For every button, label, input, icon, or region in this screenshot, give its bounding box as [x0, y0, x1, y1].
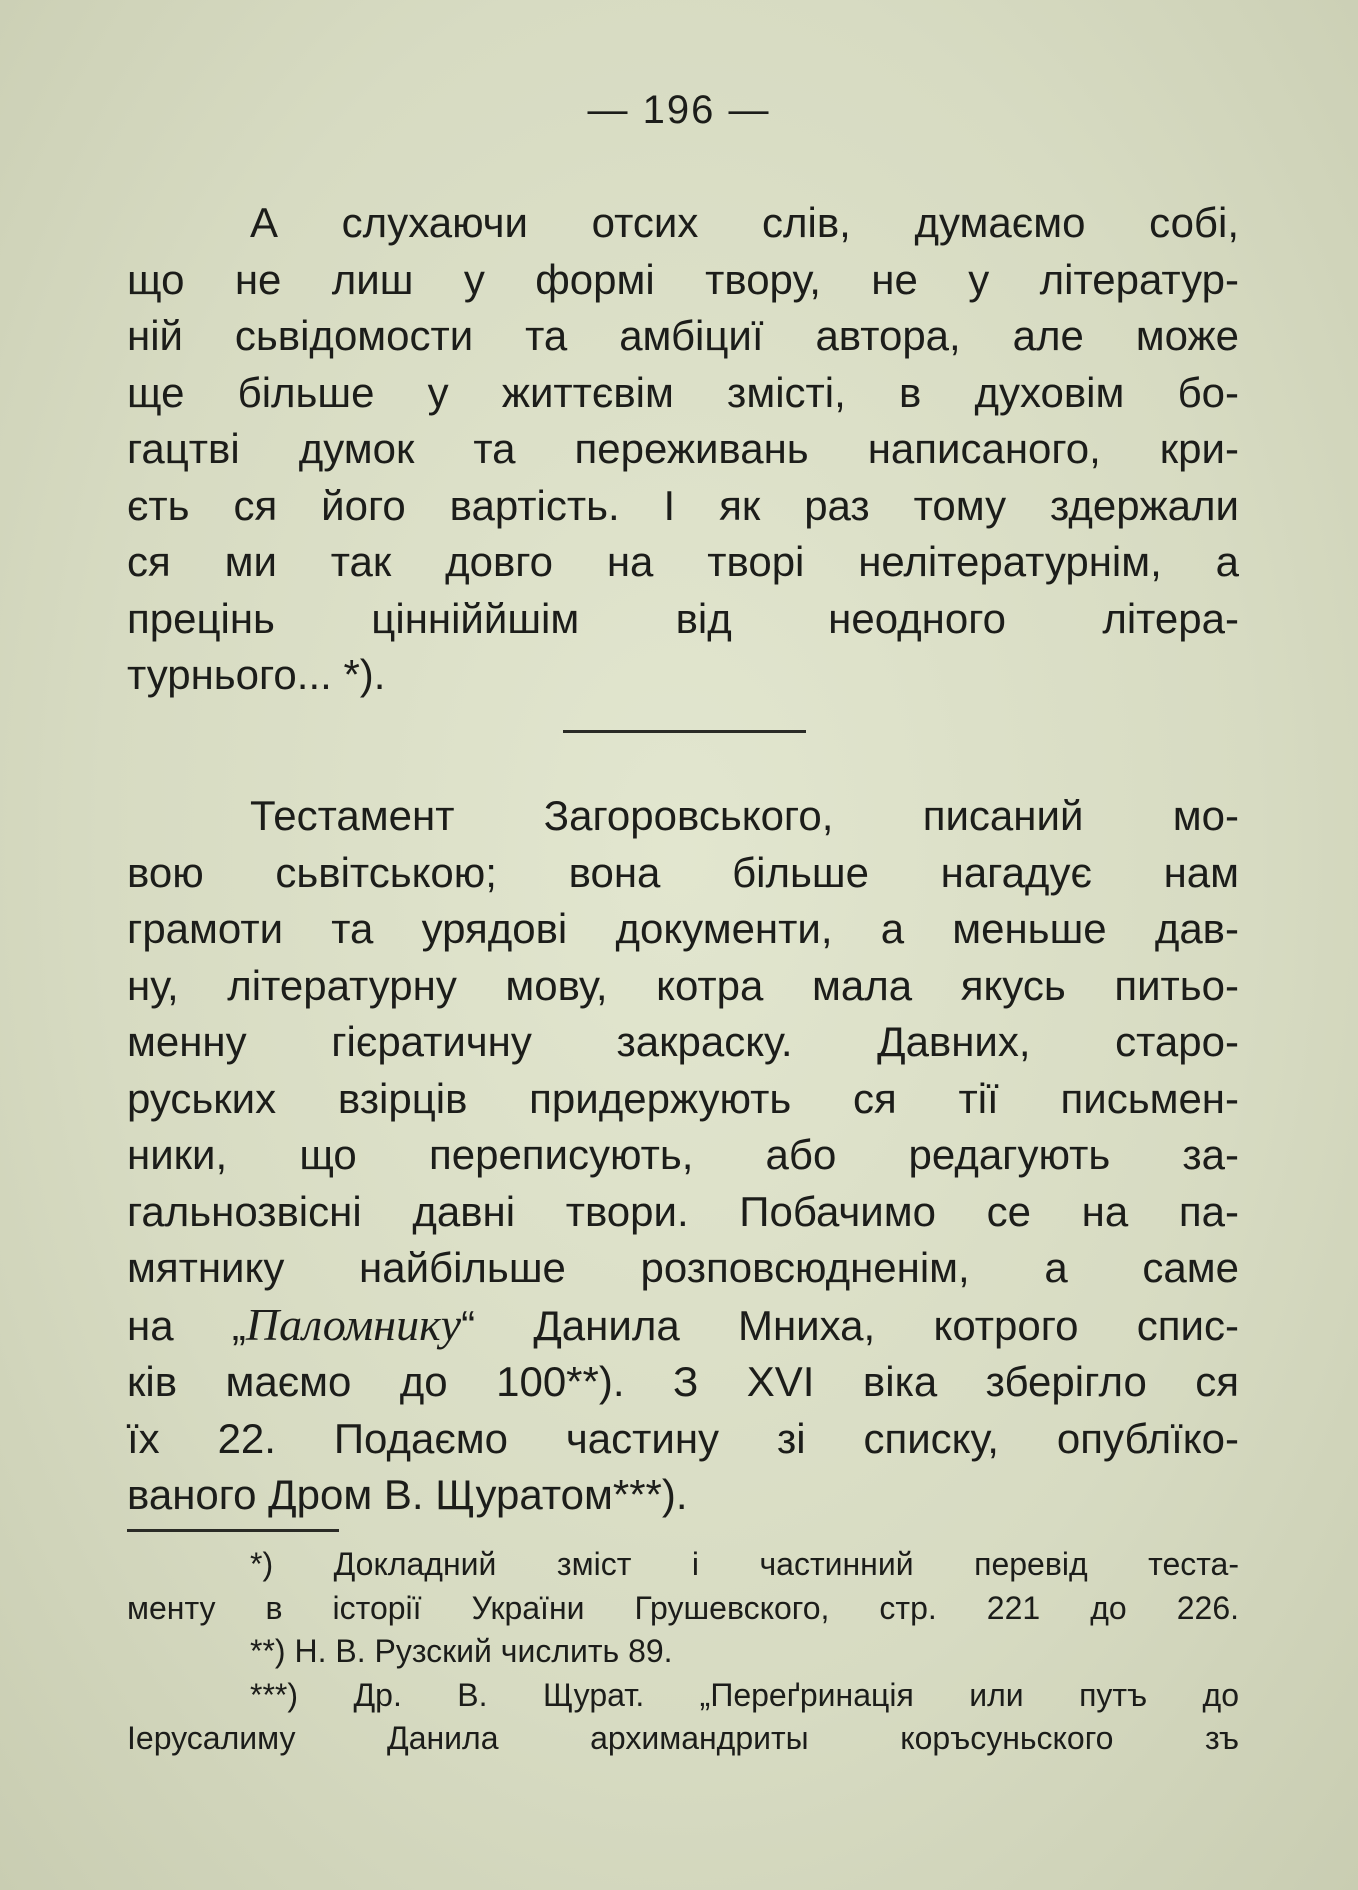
- text-line: ся ми так довго на творі нелітературнім, а: [127, 538, 1239, 585]
- section-divider: [563, 730, 806, 733]
- text-line: їх 22. Подаємо частину зі списку, опублїко-: [127, 1414, 1239, 1462]
- footnote-line: ***) Др. В. Щурат. „Переґринація или путъ до: [250, 1676, 1239, 1713]
- text-line: гальнозвісні давні твори. Побачимо се на па-: [127, 1187, 1239, 1235]
- text-line: гацтві думок та переживань написаного, кри-: [127, 425, 1239, 472]
- footnote-line: Іерусалиму Данила архимандриты коръсуньского зъ: [127, 1720, 1239, 1756]
- text-line: що не лиш у формі твору, не у літератур-: [127, 255, 1239, 303]
- text-line: єть ся його вартість. І як раз тому здержали: [127, 481, 1239, 529]
- footnote-separator: [127, 1529, 339, 1532]
- text-line: менну гієратичну закраску. Давних, старо-: [127, 1018, 1239, 1065]
- text-line: прецінь цінніййшім від неодного літера-: [127, 594, 1239, 642]
- text-line: грамоти та урядові документи, а меньше дав-: [127, 905, 1239, 952]
- paragraph-2: [127, 788, 1239, 1524]
- text-line: вою сьвітською; вона більше нагадує нам: [127, 848, 1239, 896]
- text-line: ну, літературну мову, котра мала якусь питьо-: [127, 961, 1239, 1009]
- text-line: А слухаючи отсих слів, думаємо собі,: [250, 199, 1239, 246]
- paragraph-1: [127, 195, 1239, 704]
- text-line: мятнику найбільше розповсюдненім, а саме: [127, 1244, 1239, 1291]
- title-suffix: “ Данила Мниха, котрого спис-: [461, 1301, 1239, 1349]
- page-number: — 196 —: [587, 88, 771, 132]
- text-line: ники, що переписують, або редагують за-: [127, 1131, 1239, 1178]
- text-line: ній сьвідомости та амбіциї автора, але може: [127, 312, 1239, 359]
- italic-work-title: Паломнику: [245, 1298, 462, 1350]
- text-line-with-title: [127, 1297, 1239, 1355]
- text-line: руських взірців придержують ся тії письмен-: [127, 1074, 1239, 1122]
- footnote-line: **) Н. В. Рузский числить 89.: [250, 1633, 673, 1669]
- text-line: ків маємо до 100**). З XVI віка зберігло ся: [127, 1358, 1239, 1405]
- text-line: ще більше у життєвім змісті, в духовім бо-: [127, 368, 1239, 416]
- footnote-line: менту в історії України Грушевского, стр. 221 до 226.: [127, 1589, 1239, 1626]
- text-line: Тестамент Загоровського, писаний мо-: [250, 792, 1239, 839]
- text-line: турнього... *).: [127, 651, 386, 698]
- footnotes: [127, 1543, 1239, 1761]
- text-line: ваного Дром В. Щуратом***).: [127, 1471, 688, 1518]
- title-prefix: на „: [127, 1301, 246, 1349]
- footnote-line: *) Докладний зміст і частинний перевід теста-: [250, 1546, 1239, 1582]
